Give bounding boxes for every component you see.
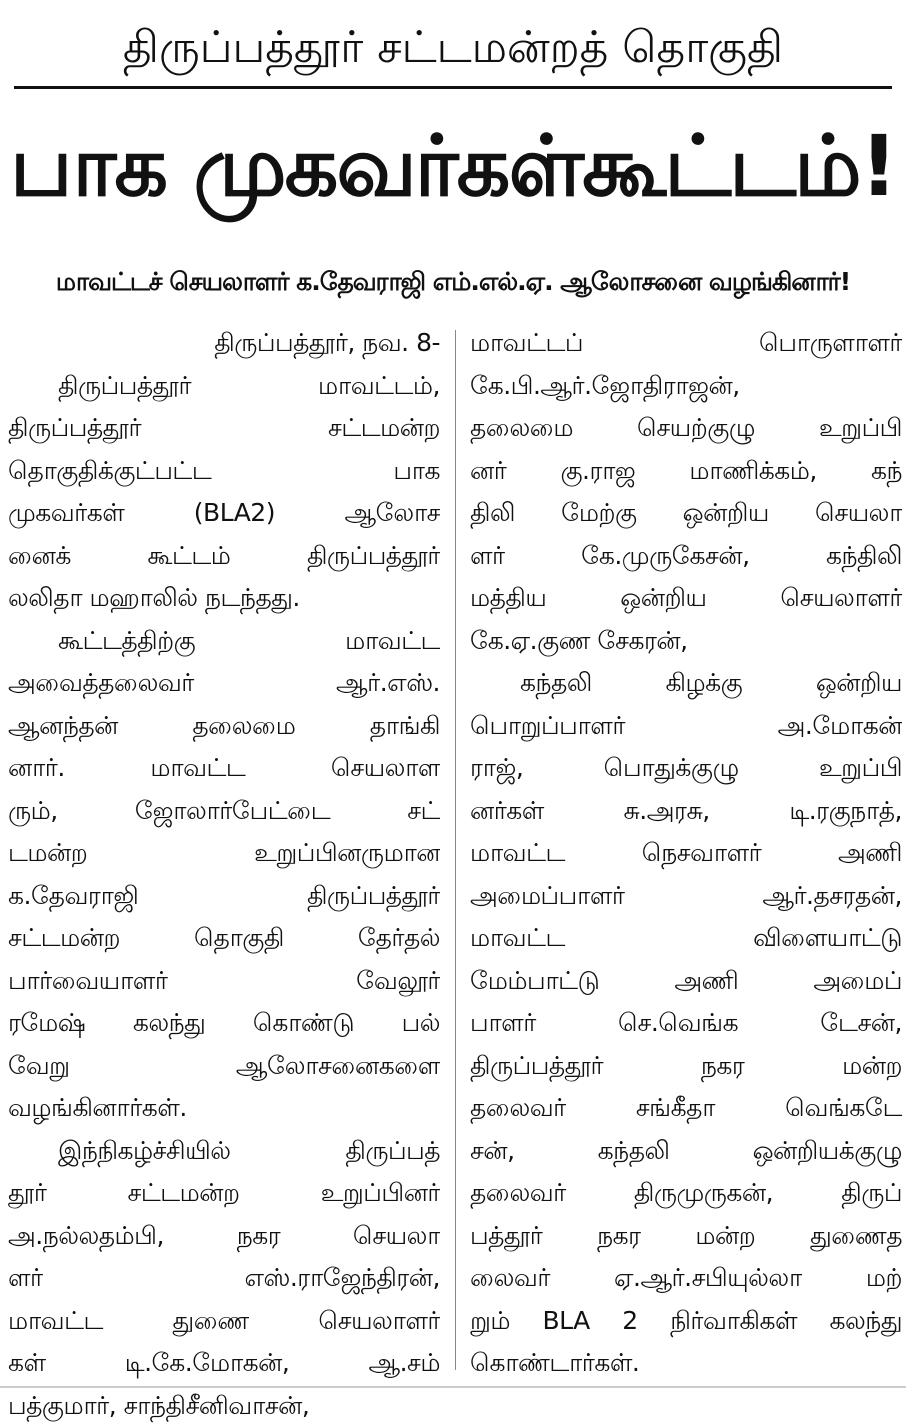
article-line: னைக் கூட்டம் திருப்பத்தூர் — [8, 535, 440, 578]
article-line: மேம்பாட்டு அணி அமைப் — [470, 960, 902, 1003]
article-line: பாளர் செ.வெங்க டேசன், — [470, 1002, 902, 1045]
main-headline: பாக முகவர்கள்கூட்டம்! — [8, 96, 898, 236]
article-line: டமன்ற உறுப்பினருமான — [8, 832, 440, 875]
article-line: தலைவர் சங்கீதா வெங்கடே — [470, 1087, 902, 1130]
article-line: னார். மாவட்ட செயலாள — [8, 747, 440, 790]
article-column-right — [470, 322, 902, 1385]
article-line: மாவட்ட நெசவாளர் அணி — [470, 832, 902, 875]
article-line: மாவட்டப் பொருளாளர் — [470, 322, 902, 365]
kicker-headline: திருப்பத்தூர் சட்டமன்றத் தொகுதி — [14, 10, 892, 89]
article-line: னர் கு.ராஜ மாணிக்கம், கந் — [470, 450, 902, 493]
article-line: லைவர் ஏ.ஆர்.சபியுல்லா மற் — [470, 1257, 902, 1300]
article-line: தலைமை செயற்குழு உறுப்பி — [470, 407, 902, 450]
article-line: லலிதா மஹாலில் நடந்தது. — [8, 577, 440, 620]
article-line: கள் டி.கே.மோகன், ஆ.சம் — [8, 1342, 440, 1385]
article-line: சன், கந்தலி ஒன்றியக்குழு — [470, 1130, 902, 1173]
article-line: திலி மேற்கு ஒன்றிய செயலா — [470, 492, 902, 535]
article-line: பத்குமார், சாந்திசீனிவாசன், — [8, 1385, 440, 1427]
article-line: முகவர்கள் (BLA2) ஆலோச — [8, 492, 440, 535]
article-line: ஆனந்தன் தலைமை தாங்கி — [8, 705, 440, 748]
bottom-rule — [0, 1386, 906, 1388]
article-line: அமைப்பாளர் ஆர்.தசரதன், — [470, 875, 902, 918]
article-line: பொறுப்பாளர் அ.மோகன் — [470, 705, 902, 748]
article-line: ராஜ், பொதுக்குழு உறுப்பி — [470, 747, 902, 790]
article-line: கந்தலி கிழக்கு ஒன்றிய — [470, 662, 902, 705]
column-divider — [455, 330, 456, 1370]
article-line: மத்திய ஒன்றிய செயலாளர் — [470, 577, 902, 620]
article-line: னர்கள் சு.அரசு, டி.ரகுநாத், — [470, 790, 902, 833]
article-line: பத்தூர் நகர மன்ற துணைத — [470, 1215, 902, 1258]
article-line: வழங்கினார்கள். — [8, 1087, 440, 1130]
article-line: மாவட்ட துணை செயலாளர் — [8, 1300, 440, 1343]
article-line: தொகுதிக்குட்பட்ட பாக — [8, 450, 440, 493]
article-line: அ.நல்லதம்பி, நகர செயலா — [8, 1215, 440, 1258]
article-line: திருப்பத்தூர் சட்டமன்ற — [8, 407, 440, 450]
article-line: வேறு ஆலோசனைகளை — [8, 1045, 440, 1088]
article-line: திருப்பத்தூர் மாவட்டம், — [8, 365, 440, 408]
article-line: ரமேஷ் கலந்து கொண்டு பல் — [8, 1002, 440, 1045]
article-line: சட்டமன்ற தொகுதி தேர்தல் — [8, 917, 440, 960]
article-line: ளர் கே.முருகேசன், கந்திலி — [470, 535, 902, 578]
article-line: பார்வையாளர் வேலூர் — [8, 960, 440, 1003]
article-line: றும் BLA 2 நிர்வாகிகள் கலந்து — [470, 1300, 902, 1343]
article-line: மாவட்ட விளையாட்டு — [470, 917, 902, 960]
article-line: இந்நிகழ்ச்சியில் திருப்பத் — [8, 1130, 440, 1173]
article-line: கே.பி.ஆர்.ஜோதிராஜன், — [470, 365, 902, 408]
article-line: திருப்பத்தூர் நகர மன்ற — [470, 1045, 902, 1088]
article-line: ரும், ஜோலார்பேட்டை சட் — [8, 790, 440, 833]
article-line: கே.ஏ.குண சேகரன், — [470, 620, 902, 663]
article-line: கொண்டார்கள். — [470, 1342, 902, 1385]
subheadline: மாவட்டச் செயலாளர் க.தேவராஜி எம்.எல்.ஏ. ஆலோசனை வழங்கினார்! — [8, 252, 898, 312]
article-column-left — [8, 322, 440, 1427]
article-line: தலைவர் திருமுருகன், திருப் — [470, 1172, 902, 1215]
article-line: திருப்பத்தூர், நவ. 8- — [8, 322, 440, 365]
article-line: க.தேவராஜி திருப்பத்தூர் — [8, 875, 440, 918]
article-line: அவைத்தலைவர் ஆர்.எஸ். — [8, 662, 440, 705]
article-line: ளர் எஸ்.ராஜேந்திரன், — [8, 1257, 440, 1300]
article-line: கூட்டத்திற்கு மாவட்ட — [8, 620, 440, 663]
article-line: தூர் சட்டமன்ற உறுப்பினர் — [8, 1172, 440, 1215]
